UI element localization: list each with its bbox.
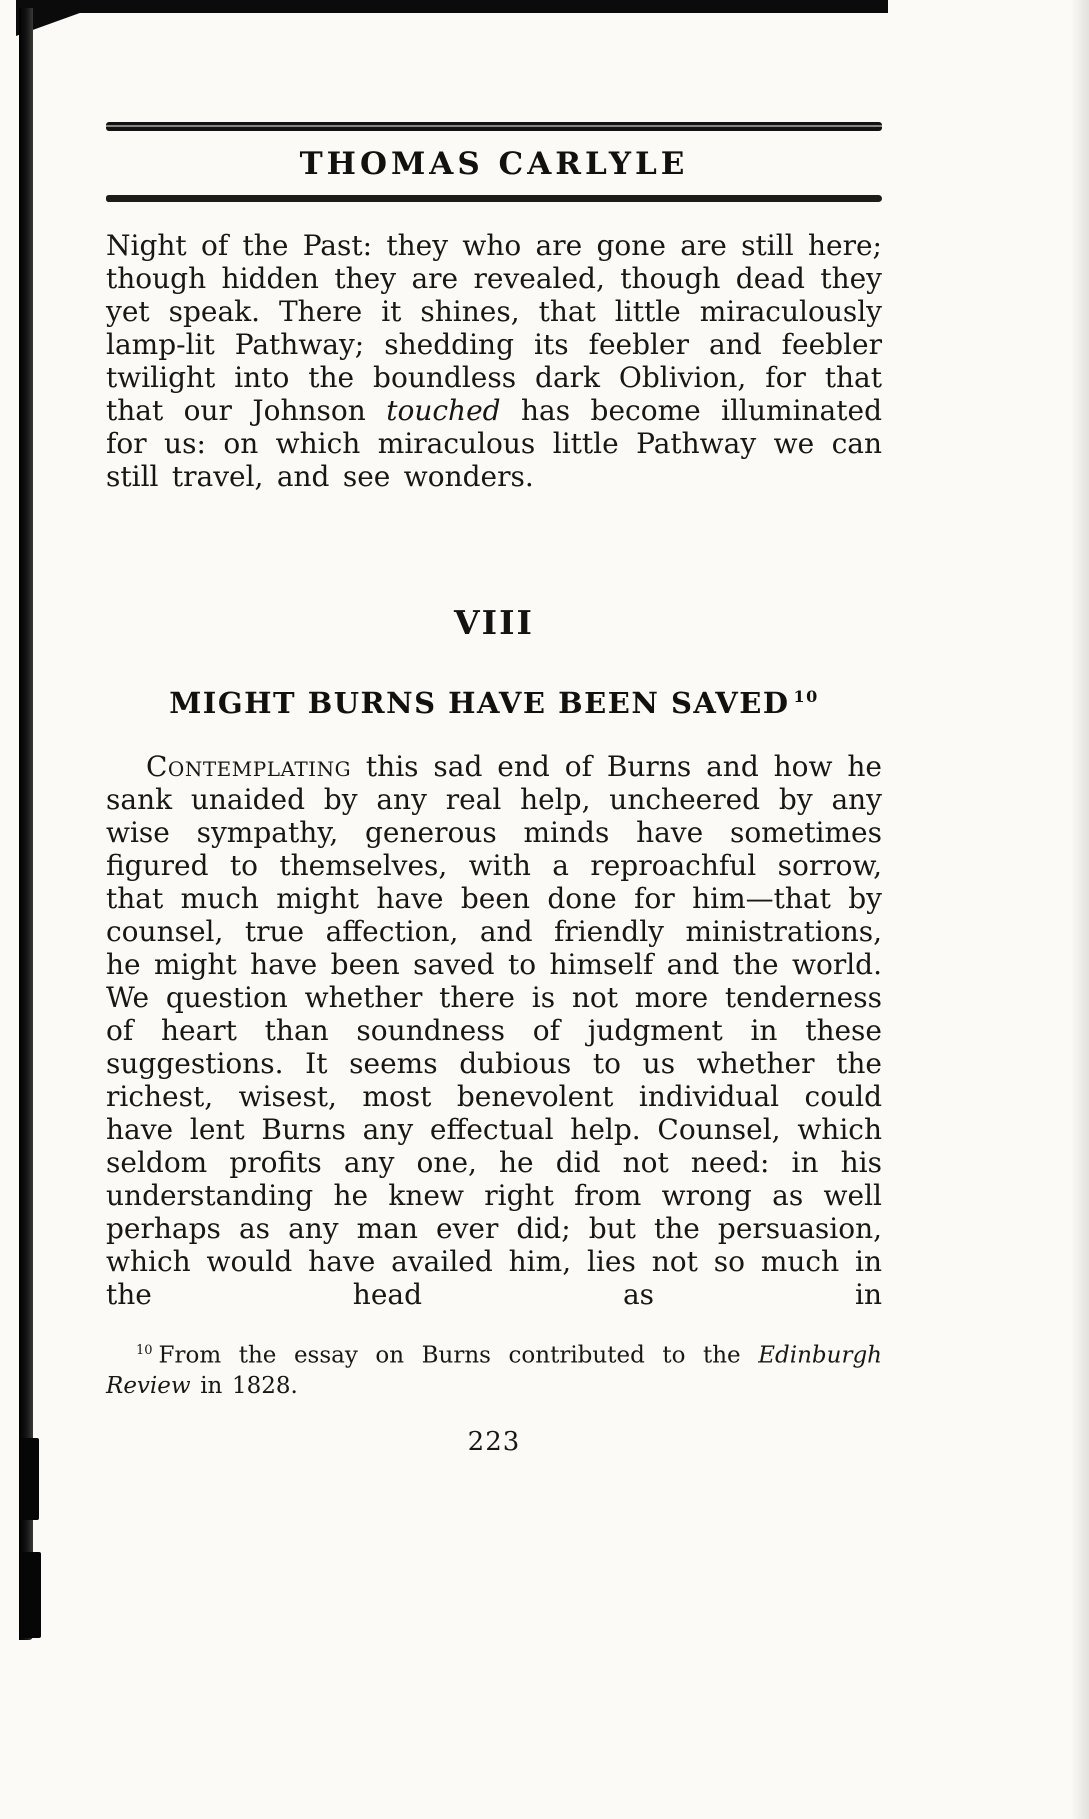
page-content xyxy=(106,0,882,1457)
footnote-italic: Edinburgh Review xyxy=(106,1342,882,1399)
scan-artifact-right-shadow xyxy=(1071,0,1089,1819)
paragraph-text: this sad end of Burns and how he sank unaided by any real help, uncheered by any wise sympathy, generous minds have sometimes figured to themselves, with a reproachful sorrow, that much might have been done for him—that by counsel, true affection, and friendly ministrations, he might have been saved to himself and the world. We question whether there is not more tenderness of heart than soundness of judgment in these suggestions. It seems dubious to us whether the richest, wisest, most benevolent individual could have lent Burns any effectual help. Counsel, which seldom profits any one, he did not need: in his understanding he knew right from wrong as well perhaps as any man ever did; but the persuasion, which would have availed him, lies not so much in the head as in xyxy=(106,750,882,1311)
footnote-number: 10 xyxy=(136,1343,153,1358)
page-number: 223 xyxy=(467,1426,521,1457)
scan-artifact-bottom-left-1 xyxy=(20,1438,39,1520)
running-header: THOMAS CARLYLE xyxy=(299,146,689,182)
paragraph-text: has become illuminated for us: on which miraculous little Pathway we can still travel, and see wonders. xyxy=(106,394,882,493)
lead-word-smallcaps: Contemplating xyxy=(146,750,352,783)
scan-artifact-spine-shadow xyxy=(19,8,33,1640)
footnote-part2: in 1828. xyxy=(190,1372,298,1399)
chapter-title xyxy=(106,686,882,720)
main-paragraph xyxy=(106,750,882,1311)
header-rule-top xyxy=(106,122,882,131)
chapter-footnote-reference: 10 xyxy=(793,687,819,707)
header-rule-bottom xyxy=(106,195,882,202)
continuation-paragraph xyxy=(106,229,882,493)
paragraph-text: Night of the Past: they who are gone are still here; though hidden they are revealed, though dead they yet speak. There it shines, that little miraculously lamp-lit Pathway; shedding its feebler and feebler twilight into the boundless dark Oblivion, for that that our Johnson xyxy=(106,229,882,427)
footnote-text xyxy=(106,1336,882,1401)
italic-word: touched xyxy=(386,394,501,427)
chapter-number: VIII xyxy=(454,603,534,642)
footnote xyxy=(106,1336,882,1401)
scan-artifact-bottom-left-2 xyxy=(20,1552,41,1638)
chapter-title-text: MIGHT BURNS HAVE BEEN SAVED xyxy=(169,686,790,720)
footnote-part1: From the essay on Burns contributed to the xyxy=(158,1342,759,1369)
